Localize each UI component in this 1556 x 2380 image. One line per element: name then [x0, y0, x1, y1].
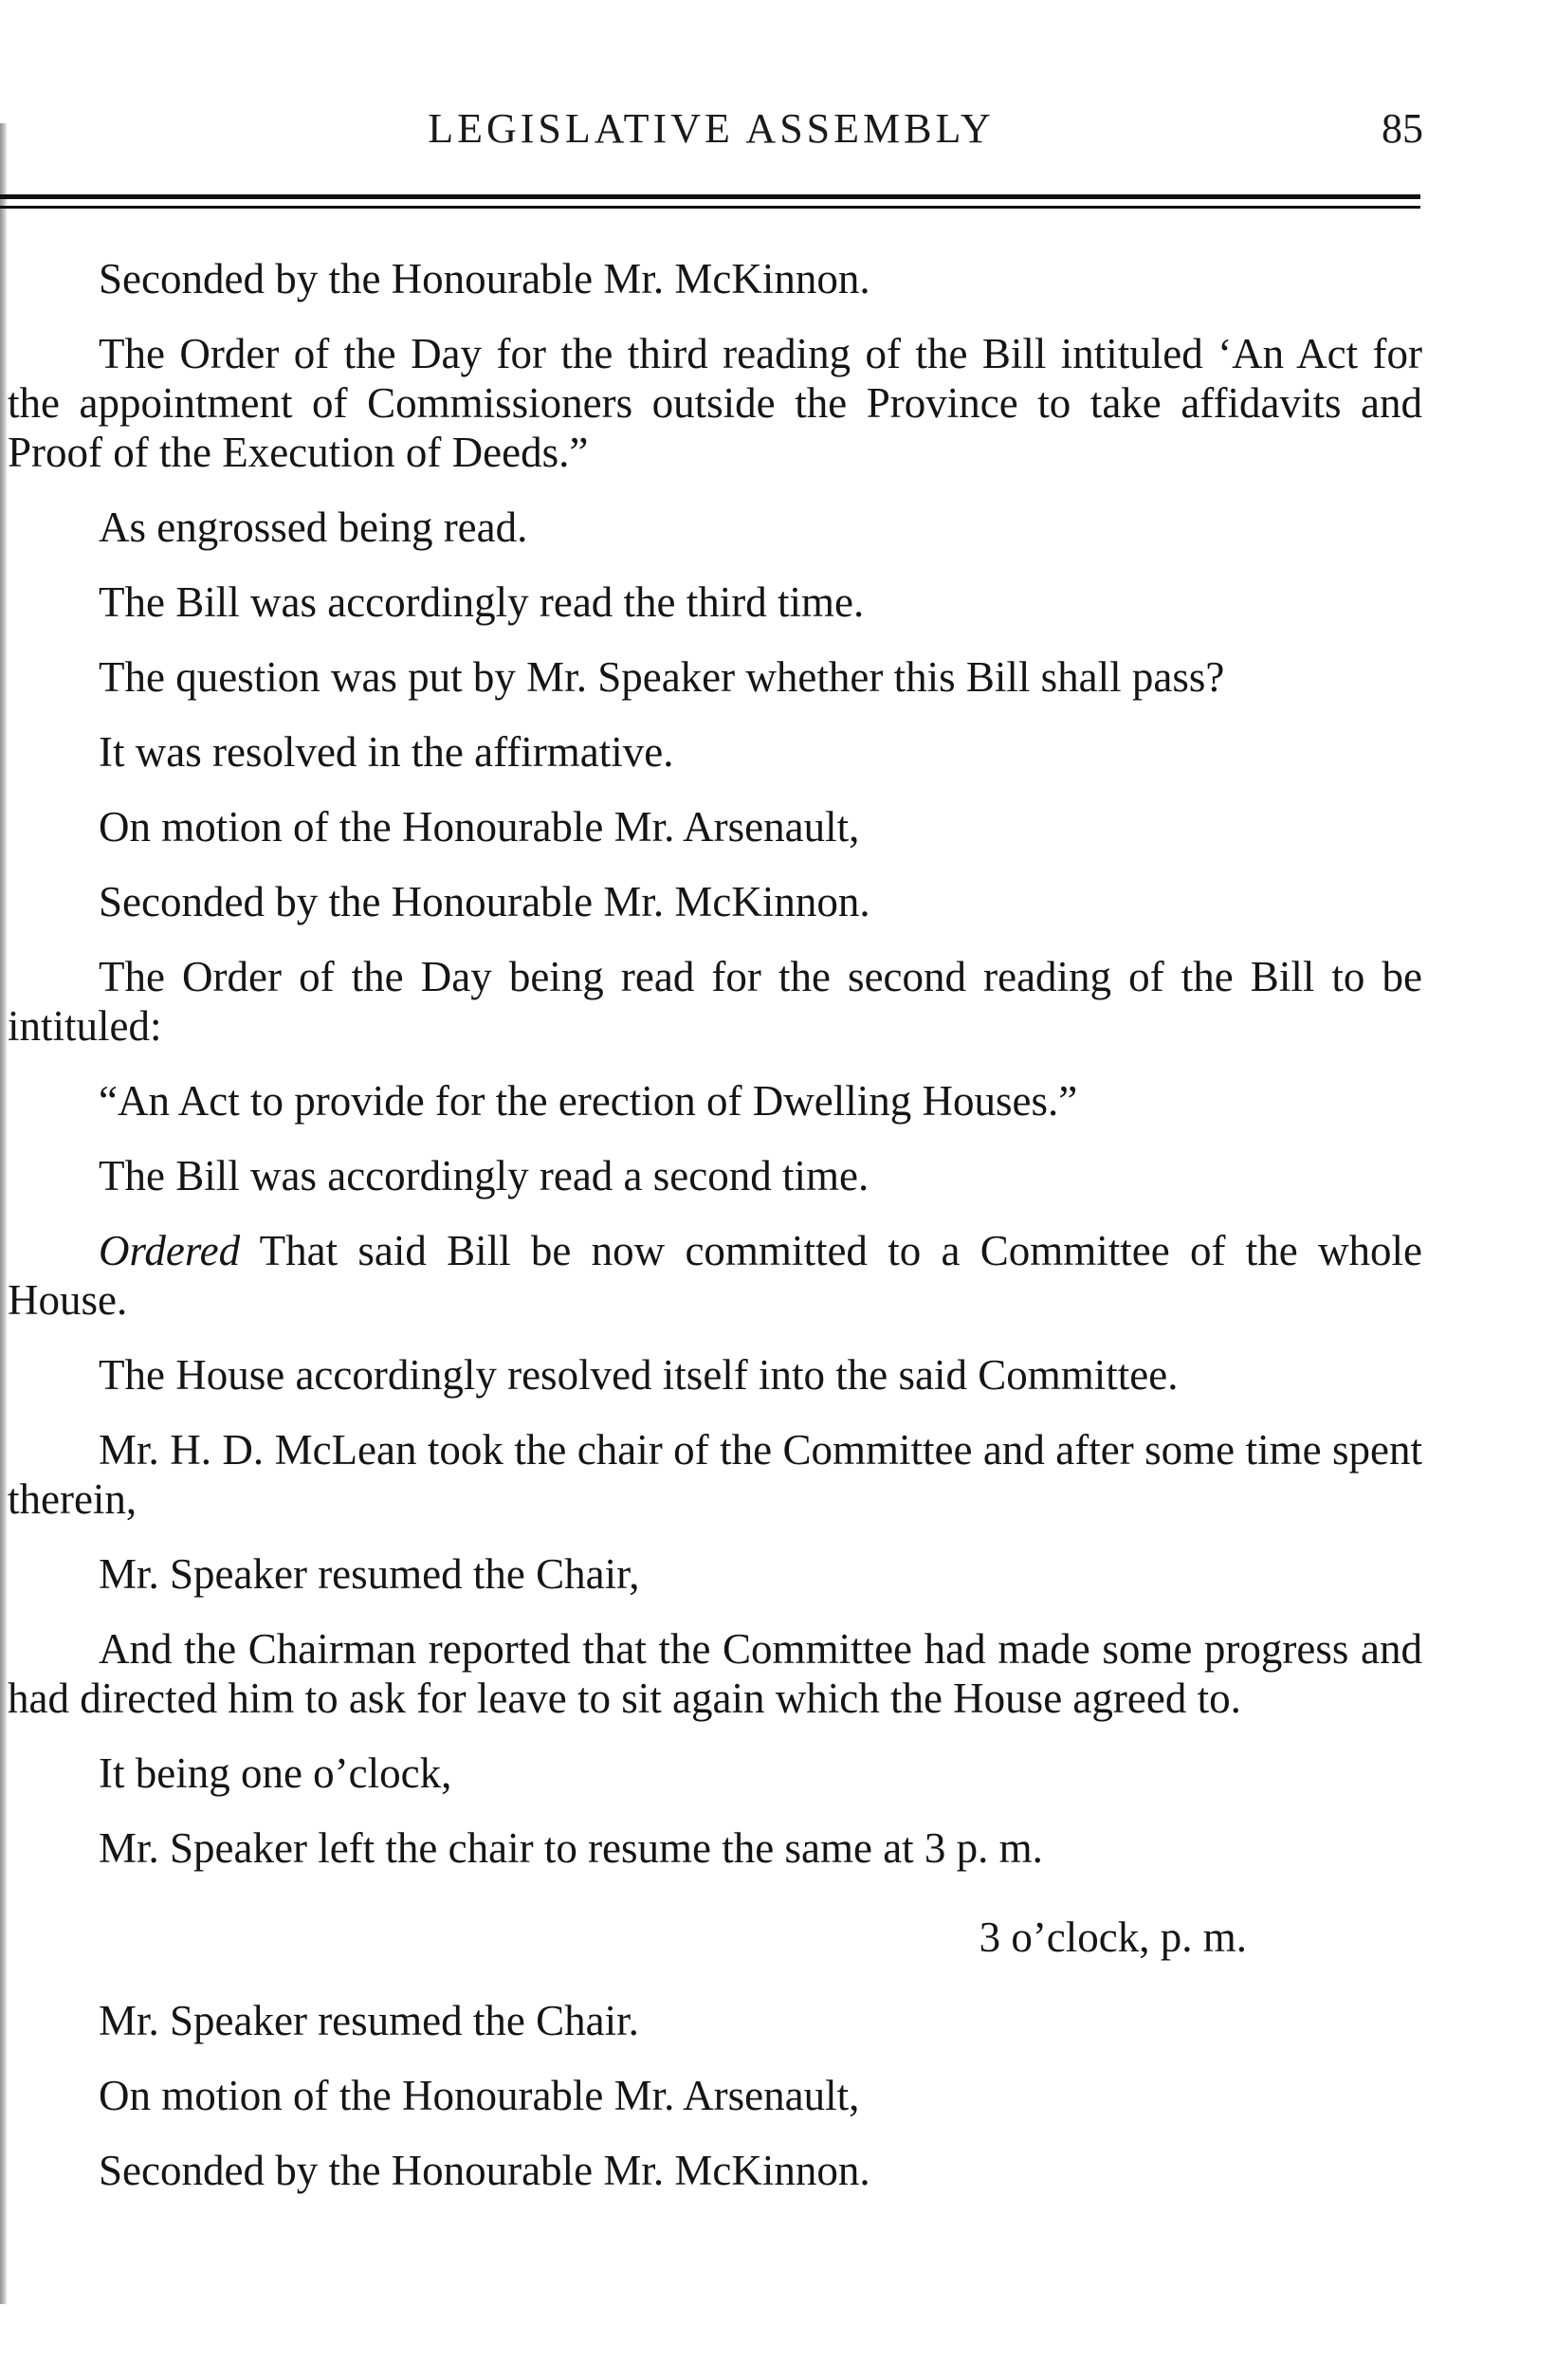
ordered-text: That said Bill be now committed to a Committee of the whole House.	[8, 1227, 1422, 1324]
paragraph-engrossed: As engrossed being read.	[99, 503, 528, 551]
page-number: 85	[1382, 105, 1423, 152]
header-title: LEGISLATIVE ASSEMBLY	[428, 105, 995, 152]
paragraph-motion-arsenault-1: On motion of the Honourable Mr. Arsenault,	[99, 803, 860, 851]
paragraph-seconded-3: Seconded by the Honourable Mr. McKinnon.	[99, 2147, 870, 2194]
header-rule-thick	[0, 194, 1420, 199]
paragraph-speaker-resumed-1: Mr. Speaker resumed the Chair,	[99, 1550, 640, 1598]
paragraph-read-second-time: The Bill was accordingly read a second time.	[99, 1152, 870, 1199]
journal-body	[0, 254, 1422, 2221]
paragraph-speaker-resumed-2: Mr. Speaker resumed the Chair.	[99, 1997, 639, 2044]
paragraph-ordered-committed	[0, 1226, 1422, 1325]
paragraph-resolved-affirmative: It was resolved in the affirmative.	[99, 728, 674, 776]
paragraph-house-resolved: The House accordingly resolved itself into the said Committee.	[99, 1351, 1179, 1399]
paragraph-read-third-time: The Bill was accordingly read the third time.	[99, 578, 865, 626]
paragraph-speaker-left: Mr. Speaker left the chair to resume the same at 3 p. m.	[99, 1824, 1043, 1872]
paragraph-chairman-reported: And the Chairman reported that the Committee had made some progress and had directed him to ask for leave to sit again which the House agreed to.	[8, 1625, 1422, 1722]
paragraph-seconded-1: Seconded by the Honourable Mr. McKinnon.	[99, 255, 870, 302]
ordered-label: Ordered	[99, 1227, 241, 1274]
paragraph-one-oclock: It being one o’clock,	[99, 1749, 452, 1797]
running-header	[0, 104, 1556, 161]
paragraph-motion-arsenault-2: On motion of the Honourable Mr. Arsenault,	[99, 2072, 860, 2119]
paragraph-seconded-2: Seconded by the Honourable Mr. McKinnon.	[99, 878, 870, 925]
header-rule-thin	[0, 206, 1420, 209]
paragraph-question-put: The question was put by Mr. Speaker whether this Bill shall pass?	[99, 653, 1225, 701]
time-heading: 3 o’clock, p. m.	[979, 1913, 1247, 1961]
paragraph-order-second-reading: The Order of the Day being read for the second reading of the Bill to be intituled:	[8, 953, 1422, 1050]
paragraph-act-title: “An Act to provide for the erection of Dwelling Houses.”	[99, 1077, 1078, 1125]
paragraph-mclean-chair: Mr. H. D. McLean took the chair of the Committee and after some time spent therein,	[8, 1426, 1422, 1523]
paragraph-order-third-reading: The Order of the Day for the third reading of the Bill intituled ‘An Act for the appointment of Commissioners outside the Province to take affidavits and Proof of the Execution of Deeds.”	[8, 330, 1422, 476]
